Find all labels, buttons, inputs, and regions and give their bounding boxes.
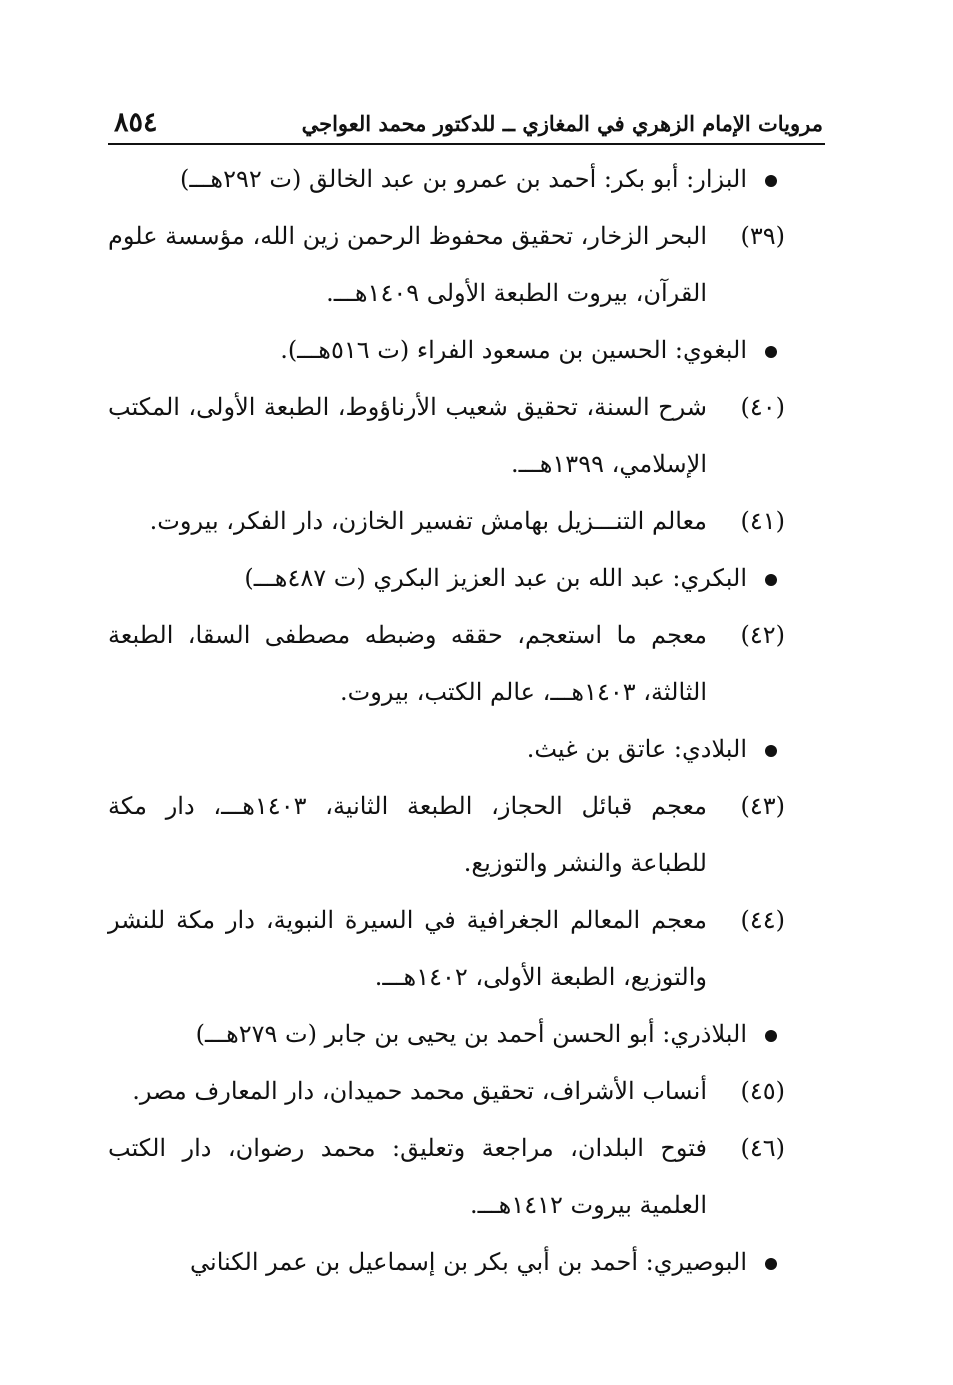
entry-text: معجم قبائل الحجاز، الطبعة الثانية، ١٤٠٣هـــ، دار مكة	[108, 792, 707, 820]
running-title: مرويات الإمام الزهري في المغازي ــ للدكتور محمد العواجي	[301, 111, 823, 136]
author-line	[108, 1006, 825, 1063]
entry-continuation	[108, 265, 825, 322]
entry-continuation	[108, 1177, 825, 1234]
entry-text: معجم المعالم الجغرافية في السيرة النبوية، دار مكة للنشر	[108, 906, 707, 934]
author-line	[108, 1234, 825, 1291]
entry-continuation-text: للطباعة والنشر والتوزيع.	[463, 849, 707, 877]
entry-text: معجم ما استعجم، حققه وضبطه مصطفى السقا، الطبعة	[108, 621, 707, 649]
entry-text: أنساب الأشراف، تحقيق محمد حميدان، دار المعارف مصر.	[132, 1077, 707, 1105]
bullet-icon	[765, 745, 777, 757]
author-text: البلادي: عاتق بن غيث.	[526, 735, 747, 763]
entry-number: (٣٩)	[740, 222, 785, 250]
bullet-icon	[765, 1258, 777, 1270]
entry-continuation-text: الإسلامي، ١٣٩٩هـــ.	[511, 450, 707, 478]
entry-continuation-text: والتوزيع، الطبعة الأولى، ١٤٠٢هـــ.	[374, 963, 707, 991]
author-text: البلاذري: أبو الحسن أحمد بن يحيى بن جابر (ت ٢٧٩هـــ)	[195, 1020, 747, 1048]
entry-continuation-text: العلمية بيروت ١٤١٢هـــ.	[469, 1191, 707, 1219]
entry-number: (٤٢)	[740, 621, 785, 649]
author-text: البغوي: الحسين بن مسعود الفراء (ت ٥١٦هـــ).	[280, 336, 747, 364]
author-text: البزار: أبو بكر: أحمد بن عمرو بن عبد الخالق (ت ٢٩٢هـــ)	[179, 165, 747, 193]
author-line	[108, 151, 825, 208]
entry-number: (٤١)	[740, 507, 785, 535]
entry-number: (٤٣)	[740, 792, 785, 820]
entry-continuation	[108, 835, 825, 892]
author-line	[108, 322, 825, 379]
entry-continuation	[108, 664, 825, 721]
bullet-icon	[765, 175, 777, 187]
entry-number: (٤٦)	[740, 1134, 785, 1162]
entry-continuation	[108, 436, 825, 493]
author-text: البكري: عبد الله بن عبد العزيز البكري (ت ٤٨٧هـــ)	[244, 564, 747, 592]
entry-continuation-text: الثالثة، ١٤٠٣هـــ، عالم الكتب، بيروت.	[340, 678, 707, 706]
bullet-icon	[765, 574, 777, 586]
entry-continuation	[108, 949, 825, 1006]
author-text: البوصيري: أحمد بن أبي بكر بن إسماعيل بن عمر الكناني	[190, 1248, 747, 1276]
author-line	[108, 550, 825, 607]
entry-line	[108, 1063, 825, 1120]
entry-line	[108, 208, 825, 265]
bullet-icon	[765, 346, 777, 358]
bullet-icon	[765, 1030, 777, 1042]
entry-line	[108, 778, 825, 835]
entry-text: فتوح البلدان، مراجعة وتعليق: محمد رضوان، دار الكتب	[108, 1134, 707, 1162]
entry-line	[108, 1120, 825, 1177]
entry-text: شرح السنة، تحقيق شعيب الأرناؤوط، الطبعة الأولى، المكتب	[108, 393, 707, 421]
bibliography-list	[108, 151, 825, 1291]
entry-number: (٤٥)	[740, 1077, 785, 1105]
page-number: ٨٥٤	[114, 107, 158, 138]
document-page	[108, 105, 825, 1285]
author-line	[108, 721, 825, 778]
page-header	[108, 105, 825, 145]
entry-text: معالم التنـــزيل بهامش تفسير الخازن، دار الفكر، بيروت.	[149, 507, 707, 535]
entry-line	[108, 379, 825, 436]
entry-text: البحر الزخار، تحقيق محفوظ الرحمن زين الله، مؤسسة علوم	[108, 222, 707, 250]
entry-line	[108, 607, 825, 664]
entry-continuation-text: القرآن، بيروت الطبعة الأولى ١٤٠٩هـــ.	[326, 279, 707, 307]
entry-number: (٤٠)	[740, 393, 785, 421]
entry-line	[108, 892, 825, 949]
entry-number: (٤٤)	[740, 906, 785, 934]
entry-line	[108, 493, 825, 550]
